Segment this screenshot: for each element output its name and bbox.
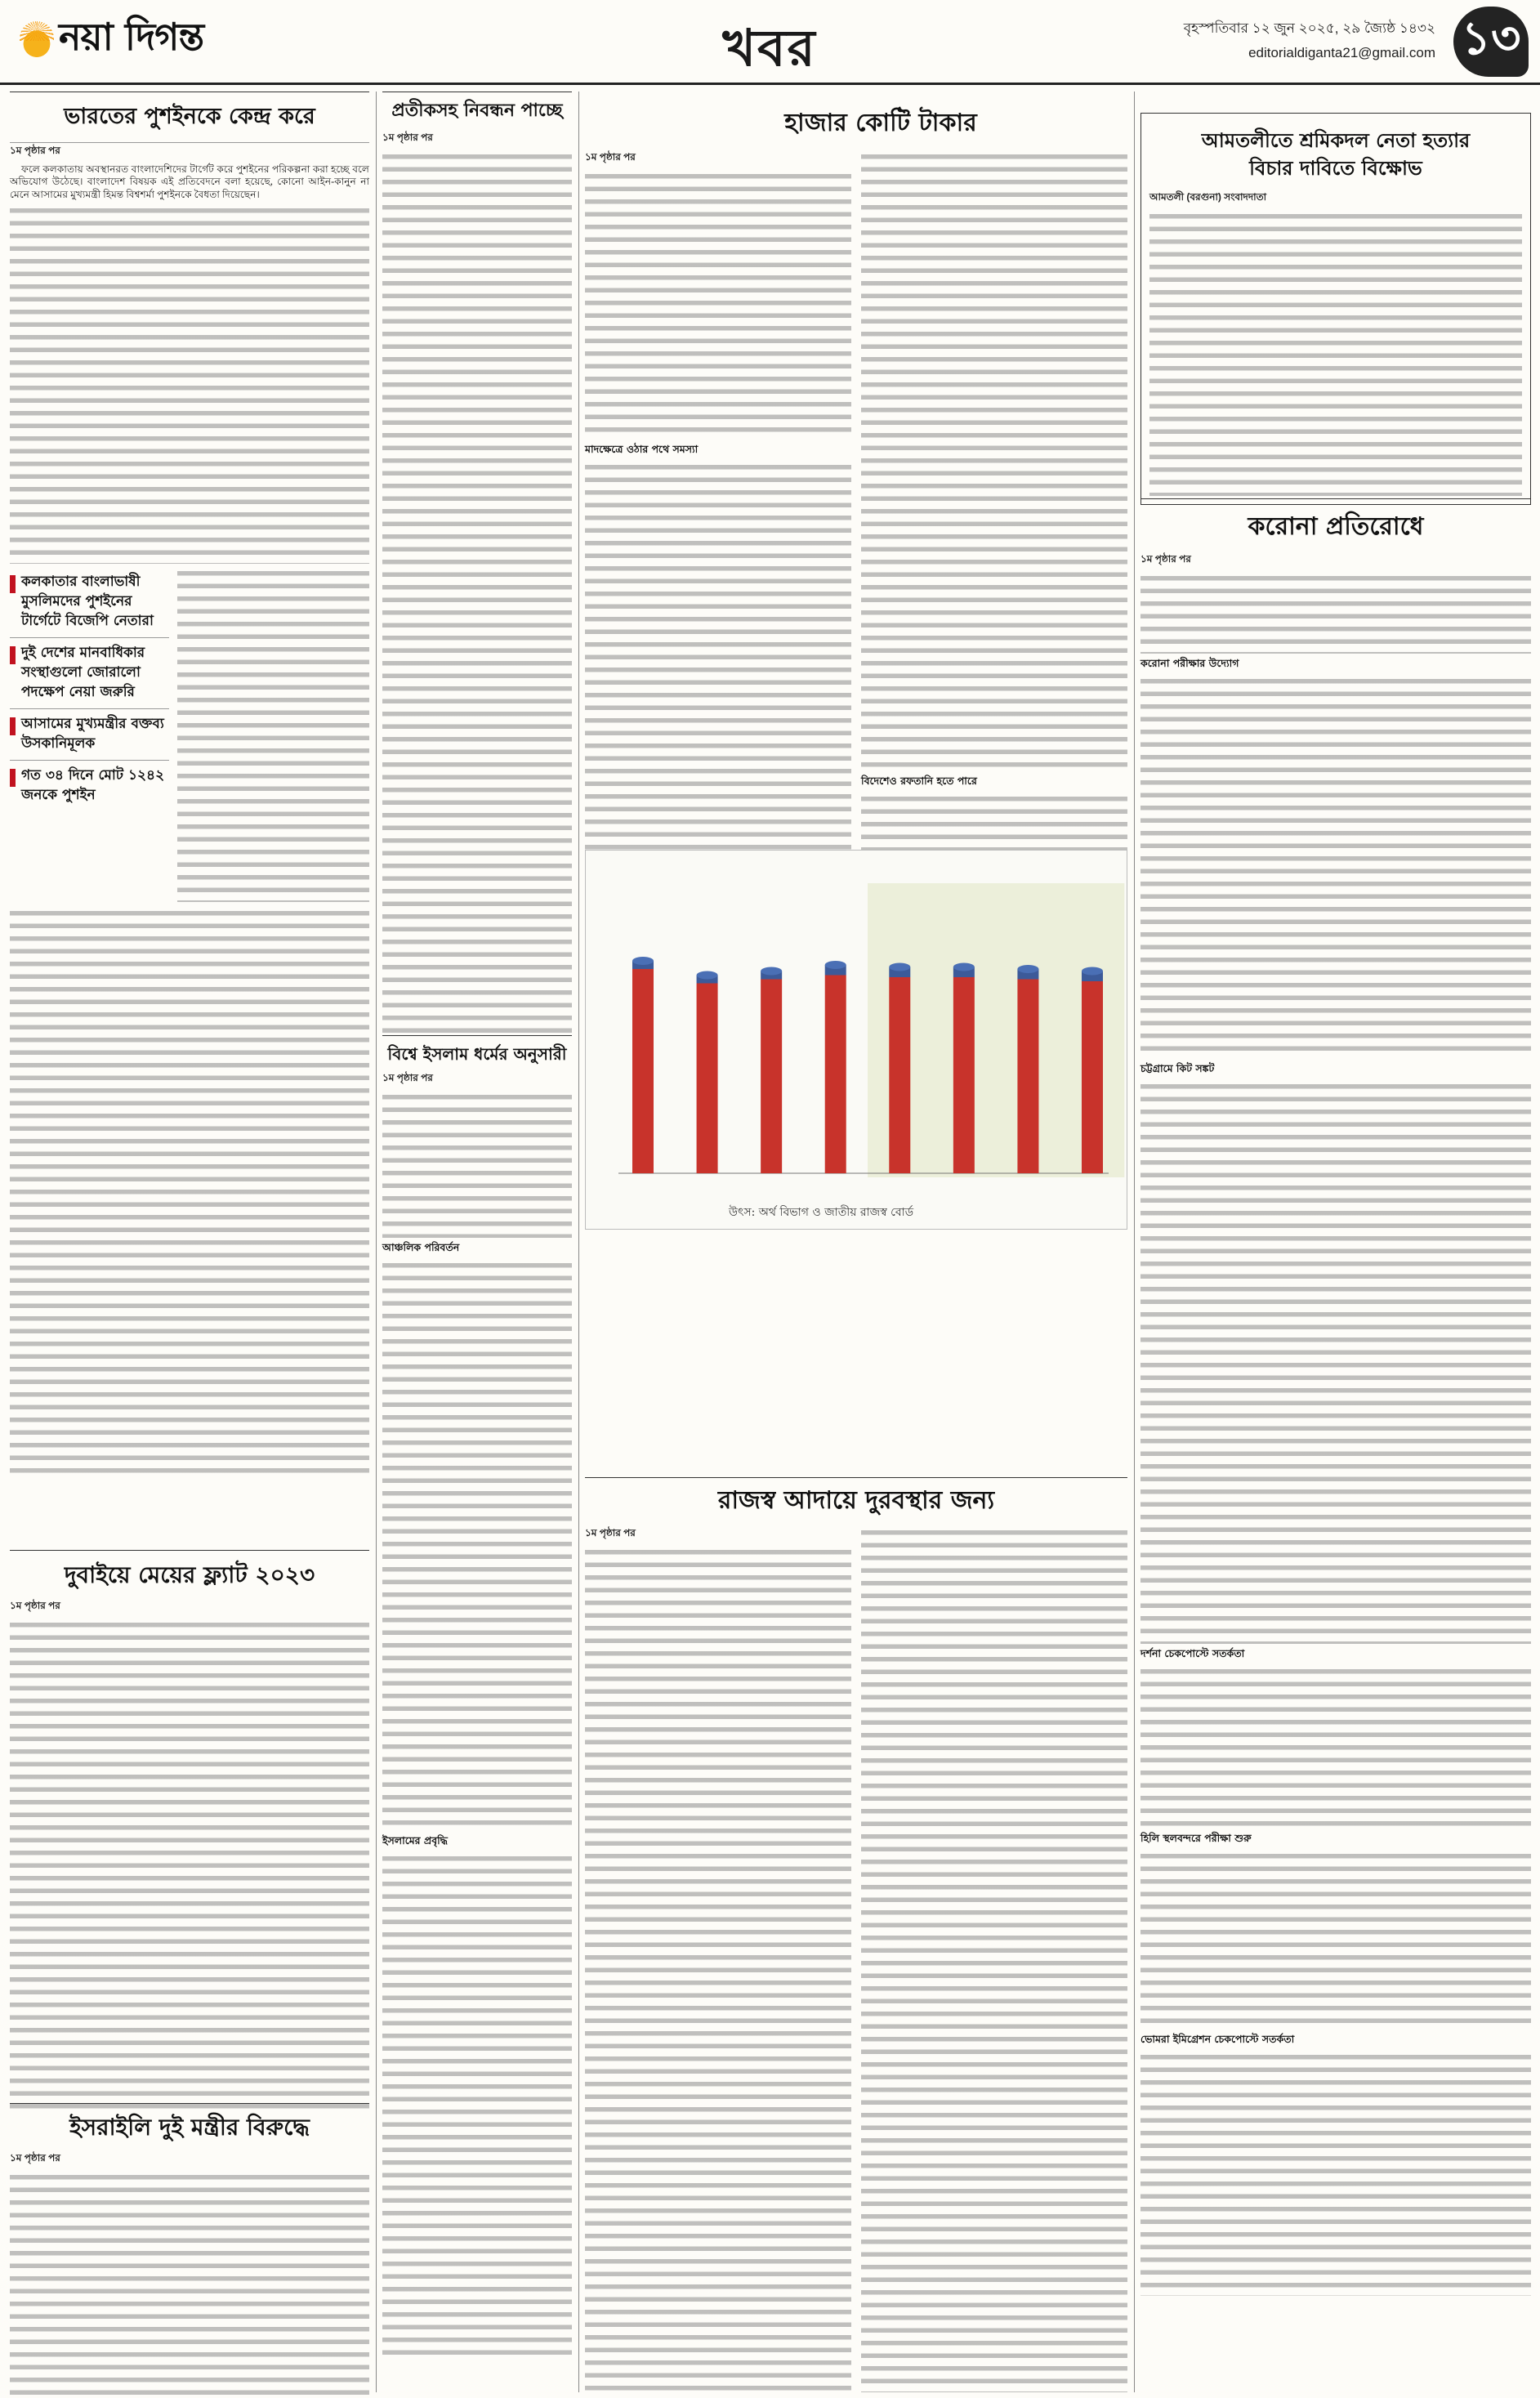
headline-crore: হাজার কোটি টাকার [784,109,977,137]
column-rule [376,92,377,2392]
subhead: ভোমরা ইমিগ্রেশন চেকপোস্টে সতর্কতা [1140,2032,1295,2045]
divider [1140,498,1531,499]
continued-label: ১ম পৃষ্ঠার পর [10,2152,60,2164]
subhead: দর্শনা চেকপোস্টে সতর্কতা [1140,1646,1245,1659]
section-title: খবর [722,18,817,78]
chart-bar-segment [632,969,654,1173]
masthead [0,0,1540,85]
continued-label: ১ম পৃষ্ঠার পর [10,144,60,156]
subhead: আঞ্চলিক পরিবর্তন [382,1241,460,1253]
article-body-text [10,907,369,1479]
bar-chart-svg [586,851,1127,1229]
headline-pushback: ভারতের পুশইনকে কেন্দ্র করে [64,104,315,129]
subhead: ইসলামের প্রবৃদ্ধি [382,1834,448,1847]
headline-dubai: দুবাইয়ে মেয়ের ফ্ল্যাট ২০২৩ [64,1561,315,1588]
article-body-text [382,1259,572,1831]
continued-label: ১ম পৃষ্ঠার পর [10,1600,60,1611]
headline-israel: ইসরাইলি দুই মন্ত্রীর বিরুদ্ধে [69,2114,310,2141]
key-point: গত ৩৪ দিনে মোট ১২৪২ জনকে পুশইন [10,761,169,811]
key-point: কলকাতার বাংলাভাষী মুসলিমদের পুশইনের টার্গেটে বিজেপি নেতারা [10,567,169,638]
headline-corona: করোনা প্রতিরোধে [1248,512,1424,541]
subhead: হিলি স্থলবন্দরে পরীক্ষা শুরু [1140,1831,1252,1844]
divider [10,1550,369,1551]
article-body-text [10,1619,369,2109]
article-body-text [861,150,1127,771]
continued-label: ১ম পৃষ্ঠার পর [1140,552,1191,565]
article-protest [1140,113,1531,505]
chart-bar-segment [697,984,718,1174]
sun-logo-icon [18,21,56,59]
key-points-box [10,567,169,902]
key-point: দুই দেশের মানবাধিকার সংস্থাগুলো জোরালো পদক্ষেপ নেয়া জরুরি [10,638,169,709]
chart-bar-cap [889,963,910,971]
article-body-text [177,567,369,902]
article-body-text [10,204,369,564]
article-body-text [861,1526,1127,2392]
headline-protest [1149,127,1522,182]
subhead: চট্টগ্রামে কিট সঙ্কট [1140,1061,1215,1074]
article-islam [382,1039,572,2359]
newspaper-logo [18,11,203,69]
chart-bar-cap [953,963,975,971]
article-body-text [585,170,851,440]
chart-source: উৎস: অর্থ বিভাগ ও জাতীয় রাজস্ব বোর্ড [729,1206,913,1219]
column-rule [1134,92,1135,2392]
headline-protest-line1: আমতলীতে শ্রমিকদল নেতা হত্যার [1201,128,1471,152]
byline: আমতলী (বরগুনা) সংবাদদাতা [1149,191,1267,203]
divider [585,1477,1127,1478]
article-body-text [1140,675,1531,1059]
chart-bar-segment [889,977,910,1173]
divider [10,142,369,143]
chart-bar-cap [632,957,654,965]
subhead: বিদেশেও রফতানি হতে পারে [861,774,977,787]
subhead: করোনা পরীক্ষার উদ্যোগ [1140,656,1239,669]
revenue-chart [585,850,1127,1230]
chart-bar-cap [1017,965,1038,973]
subhead: মাদক্ষেত্রে ওঠার পথে সমস্যা [585,442,699,455]
article-israel [10,2108,369,2398]
headline-revenue: রাজস্ব আদায়ে দুরবস্থার জন্য [717,1486,995,1515]
chart-bar-cap [825,961,846,969]
column-five [1140,92,1531,2392]
key-point: আসামের মুখ্যমন্ত্রীর বক্তব্য উসকানিমূলক [10,709,169,761]
page-number-badge: ১৩ [1453,7,1529,77]
chart-bar-segment [953,977,975,1173]
headline-protest-line2: বিচার দাবিতে বিক্ষোভ [1249,156,1422,180]
article-body-text [10,2171,369,2398]
continued-label: ১ম পৃষ্ঠার পর [585,1526,636,1538]
article-crore [585,92,1127,1472]
article-body-text [382,1091,572,1238]
chart-bar-segment [1017,980,1038,1174]
article-revenue [585,1477,1127,2392]
divider [10,2103,369,2104]
article-dubai [10,1556,369,2109]
chart-bar-cap [697,971,718,980]
article-body-text [1140,1665,1531,1829]
article-pushback [10,92,369,2392]
logo-text: নয়া দিগন্ত [59,15,204,59]
article-body-text [1140,1850,1531,2030]
chart-bar-segment [825,976,846,1174]
article-body-text [1140,1080,1531,1644]
article-body-text [585,461,851,894]
email-address[interactable]: editorialdiganta21@gmail.com [1248,45,1435,60]
chart-bar-cap [761,967,782,976]
article-body-text [1149,210,1522,496]
headline-symbolic: প্রতীকসহ নিবন্ধন পাচ্ছে [391,100,563,121]
lead-paragraph: ফলে কলকাতায় অবস্থানরত বাংলাদেশিদের টার্গেট করে পুশইনের পরিকল্পনা করা হচ্ছে বলে অভিযোগ উঠেছে। বাংলাদেশ বিষয়ক এই প্রতিবেদনে বলা হয়েছে, কোনো আইন-কানুন না মেনে আসামের মুখ্যমন্ত্রী হিমন্ত বিশ্বশর্মা পুশইনকে বৈধতা দিয়েছেন। [10,163,369,200]
continued-label: ১ম পৃষ্ঠার পর [585,150,636,163]
article-body-text [1140,572,1531,654]
continued-label: ১ম পৃষ্ঠার পর [382,1072,433,1083]
divider [382,1035,572,1036]
article-corona [1140,498,1531,2296]
article-body-text [1140,2051,1531,2296]
chart-bar-segment [761,980,782,1174]
headline-islam: বিশ্বে ইসলাম ধর্মের অনুসারী [387,1044,567,1064]
article-body-text [382,1852,572,2359]
continued-label: ১ম পৃষ্ঠার পর [382,131,433,143]
date-email-block [1184,16,1435,65]
date-line: বৃহস্পতিবার ১২ জুন ২০২৫, ২৯ জ্যৈষ্ঠ ১৪৩২ [1183,20,1435,36]
chart-bar-cap [1082,967,1103,976]
article-body-text [585,1546,851,2396]
column-two [382,92,572,2392]
chart-bar-segment [1082,981,1103,1173]
article-symbolic [382,100,572,1033]
article-body-text [382,150,572,1033]
column-rule [578,92,579,2392]
